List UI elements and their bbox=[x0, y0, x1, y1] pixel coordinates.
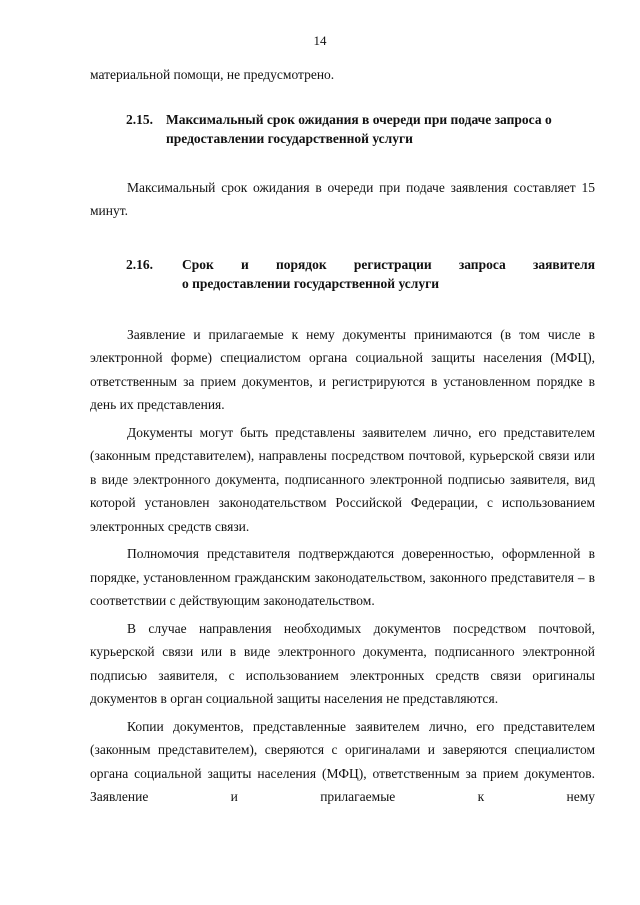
paragraph: Документы могут быть представлены заявителем лично, его представителем (законным представителем), направлены посредством почтовой, курьерской связи или в виде электронного документа, подписанного электронной подписью заявителя, вид которой установлен законодательством Российской Федерации, с использованием электронных средств связи. bbox=[90, 424, 595, 534]
paragraph: Копии документов, представленные заявителем лично, его представителем (законным представителем), сверяются с оригиналами и заверяются специалистом органа социальной защиты населения (МФЦ), ответственным за прием документов. Заявление и прилагаемые к нему bbox=[90, 718, 595, 804]
paragraph: Полномочия представителя подтверждаются доверенностью, оформленной в порядке, установленном гражданским законодательством, законного представителя – в соответствии с действующим законодательством. bbox=[90, 546, 595, 608]
document-body bbox=[90, 63, 595, 809]
section-title-line-1: Срок и порядок регистрации запроса заявителя bbox=[182, 256, 595, 272]
page-number: 14 bbox=[313, 33, 327, 48]
intro-line: материальной помощи, не предусмотрено. bbox=[90, 67, 335, 82]
section-2-15-body: Максимальный срок ожидания в очереди при подаче заявления составляет 15 минут. bbox=[90, 179, 595, 218]
section-title-line-2: о предоставлении государственной услуги bbox=[182, 275, 440, 291]
section-title bbox=[182, 255, 595, 293]
section-2-15-heading bbox=[126, 110, 595, 148]
section-title: Максимальный срок ожидания в очереди при подаче запроса о предоставлении государственной услуги bbox=[166, 111, 552, 146]
section-number: 2.15. bbox=[126, 111, 153, 127]
section-number: 2.16. bbox=[126, 256, 153, 272]
paragraph: В случае направления необходимых документов посредством почтовой, курьерской связи или в виде электронного документа, подписанного электронной подписью заявителя, с использованием электронных средств связи оригиналы документов в орган социальной защиты населения не представляются. bbox=[90, 620, 595, 706]
paragraph: Заявление и прилагаемые к нему документы принимаются (в том числе в электронной форме) специалистом органа социальной защиты населения (МФЦ), ответственным за прием документов, и регистрируются в установленном порядке в день их представления. bbox=[90, 326, 595, 412]
section-2-16-heading bbox=[126, 255, 595, 293]
